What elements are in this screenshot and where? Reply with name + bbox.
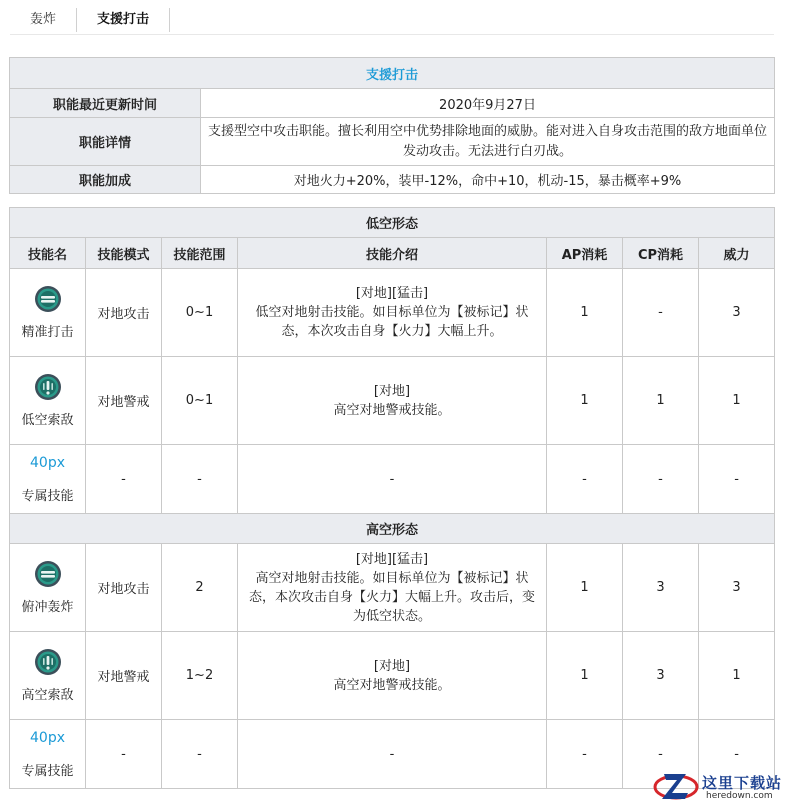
skill-name: 高空索敌 xyxy=(21,688,74,703)
exclusive-skill-link[interactable]: 40px xyxy=(30,729,65,746)
ap-cost: - xyxy=(547,445,623,514)
strike-skill-icon[interactable] xyxy=(34,285,62,313)
skill-mode: 对地攻击 xyxy=(86,544,162,632)
skill-mode: - xyxy=(86,445,162,514)
alert-skill-icon[interactable] xyxy=(34,373,62,401)
update-time-value: 2020年9月27日 xyxy=(201,89,775,118)
header-skill-desc: 技能介绍 xyxy=(238,238,547,269)
skill-name: 专属技能 xyxy=(21,763,74,779)
skill-name-cell xyxy=(10,357,86,445)
site-watermark xyxy=(652,766,786,804)
watermark-text: 这里下载站 xyxy=(702,774,783,792)
skill-power: 3 xyxy=(699,269,775,357)
cp-cost: - xyxy=(623,720,699,789)
cp-cost: - xyxy=(623,269,699,357)
skill-name: 低空索敌 xyxy=(21,413,74,428)
skill-power: 1 xyxy=(699,632,775,720)
alert-skill-icon[interactable] xyxy=(34,648,62,676)
skill-tag: [对地][猛击] xyxy=(355,551,429,567)
skill-desc-text: 高空对地射击技能。如目标单位为【被标记】状态，本次攻击自身【火力】大幅上升。攻击后，变为低空状态。 xyxy=(248,570,535,624)
skill-mode: 对地警戒 xyxy=(86,632,162,720)
skill-description xyxy=(238,632,547,720)
tab-support-strike[interactable]: 支援打击 xyxy=(77,8,170,32)
skill-range: 0~1 xyxy=(162,357,238,445)
skill-range: 1~2 xyxy=(162,632,238,720)
skill-desc-text: 高空对地警戒技能。 xyxy=(333,402,451,418)
tab-divider xyxy=(10,34,774,35)
skill-power: - xyxy=(699,445,775,514)
skill-power: 1 xyxy=(699,357,775,445)
skill-description: - xyxy=(238,720,547,789)
ap-cost: - xyxy=(547,720,623,789)
header-cp-cost: CP消耗 xyxy=(623,238,699,269)
skill-tag: [对地] xyxy=(373,658,411,674)
skill-power: 3 xyxy=(699,544,775,632)
skill-range: - xyxy=(162,445,238,514)
skill-name-cell xyxy=(10,269,86,357)
skill-mode: - xyxy=(86,720,162,789)
skill-description xyxy=(238,269,547,357)
skill-name-cell xyxy=(10,632,86,720)
skill-description xyxy=(238,544,547,632)
cp-cost: - xyxy=(623,445,699,514)
skill-mode: 对地攻击 xyxy=(86,269,162,357)
table-row xyxy=(10,357,775,445)
ap-cost: 1 xyxy=(547,357,623,445)
skill-name-cell xyxy=(10,544,86,632)
skill-description xyxy=(238,357,547,445)
ap-cost: 1 xyxy=(547,632,623,720)
watermark-url: heredown.com xyxy=(706,791,773,801)
skill-name: 专属技能 xyxy=(21,488,74,504)
skill-tag: [对地][猛击] xyxy=(355,286,429,301)
skill-description: - xyxy=(238,445,547,514)
cp-cost: 3 xyxy=(623,632,699,720)
role-bonus-label: 职能加成 xyxy=(10,166,201,194)
skill-tag: [对地] xyxy=(373,383,411,399)
site-logo-icon xyxy=(652,766,700,804)
header-power: 威力 xyxy=(699,238,775,269)
ap-cost: 1 xyxy=(547,269,623,357)
cp-cost: 1 xyxy=(623,357,699,445)
table-row xyxy=(10,445,775,514)
skill-range: 0~1 xyxy=(162,269,238,357)
exclusive-skill-link[interactable]: 40px xyxy=(30,454,65,471)
skill-power: - xyxy=(699,720,775,789)
cp-cost: 3 xyxy=(623,544,699,632)
table-row xyxy=(10,544,775,632)
high-altitude-section-title: 高空形态 xyxy=(10,514,775,544)
header-skill-name: 技能名 xyxy=(10,238,86,269)
skill-desc-text: 低空对地射击技能。如目标单位为【被标记】状态，本次攻击自身【火力】大幅上升。 xyxy=(255,305,529,339)
header-skill-range: 技能范围 xyxy=(162,238,238,269)
header-skill-mode: 技能模式 xyxy=(86,238,162,269)
table-row xyxy=(10,269,775,357)
strike-skill-icon[interactable] xyxy=(34,560,62,588)
role-detail-value: 支援型空中攻击职能。擅长利用空中优势排除地面的威胁。能对进入自身攻击范围的敌方地面单位发动攻击。无法进行白刃战。 xyxy=(201,118,775,166)
header-ap-cost: AP消耗 xyxy=(547,238,623,269)
skills-table xyxy=(9,207,775,789)
skill-name-cell xyxy=(10,720,86,789)
skill-range: 2 xyxy=(162,544,238,632)
skill-name: 俯冲轰炸 xyxy=(21,600,74,615)
ap-cost: 1 xyxy=(547,544,623,632)
skill-desc-text: 高空对地警戒技能。 xyxy=(333,677,451,693)
role-info-table xyxy=(9,57,775,194)
skill-mode: 对地警戒 xyxy=(86,357,162,445)
low-altitude-section-title: 低空形态 xyxy=(10,208,775,238)
role-detail-label: 职能详情 xyxy=(10,118,201,166)
update-time-label: 职能最近更新时间 xyxy=(10,89,201,118)
role-title: 支援打击 xyxy=(10,58,775,89)
skill-range: - xyxy=(162,720,238,789)
skill-name: 精准打击 xyxy=(21,325,74,340)
table-row xyxy=(10,632,775,720)
tab-bombing[interactable]: 轰炸 xyxy=(10,8,77,32)
skill-name-cell xyxy=(10,445,86,514)
tab-bar xyxy=(10,8,170,32)
role-bonus-value: 对地火力+20%，装甲-12%，命中+10，机动-15，暴击概率+9% xyxy=(201,166,775,194)
